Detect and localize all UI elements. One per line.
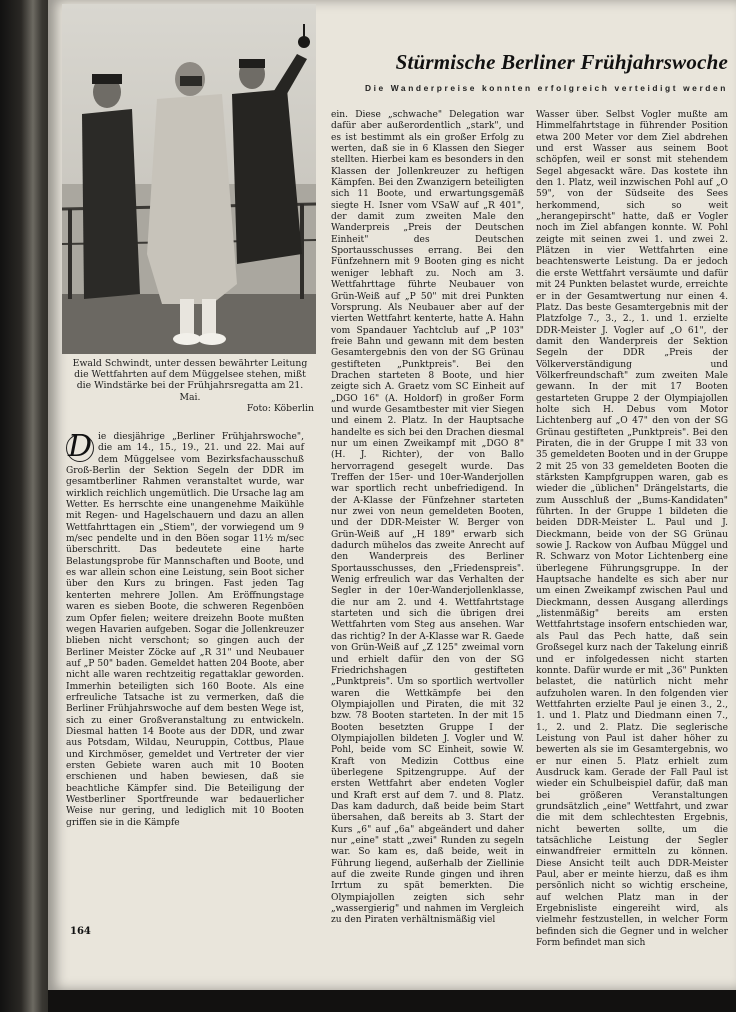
column-1-text: ie diesjährige „Berliner Frühjahrswoche", die am 14., 15., 19., 21. und 22. Mai auf dem Müggelsee vom Bezirksfachausschuß Groß-Berlin der Sektion Segeln der DDR im gesamtberliner Rahmen veranstaltet wurde, war wirklich reichlich ungemütlich. Die Ursache lag am Wetter. Es herrschte eine unangenehme Maikühle mit Regen- und Hagelschauern und dazu an allen Wettfahrttagen ein „Stiem", der vorwiegend um 9 m/sec pendelte und in den Böen sogar 11½ m/sec überschritt. Das bedeutete eine harte Belastungsprobe für Mannschaften und Boote, und es war allein schon eine Leistung, sein Boot sicher über den Kurs zu bringen. Fast jeden Tag kenterten mehrere Jollen. Am Eröffnungstage waren es sieben Boote, die schweren Regenböen zum Opfer fielen; weitere dreizehn Boote mußten wegen Havarien aufgeben. Sogar die Jollenkreuzer blieben nicht verschont; so gingen auch der Berliner Meister Zöcke auf „R 31" und Neubauer auf „P 50" baden. Gemeldet hatten 204 Boote, aber nicht alle waren rechtzeitig regattaklar geworden. Immerhin beteiligten sich 160 Boote. Als eine erfreuliche Tatsache ist zu vermerken, daß die Berliner Frühjahrswoche auf dem besten Wege ist, sich zu einer Großveranstaltung zu entwickeln. Diesmal hatten 14 Boote aus der DDR, und zwar aus Potsdam, Wildau, Neuruppin, Cottbus, Plaue und Kirchmöser, gemeldet und Vertreter der vier ersten Gebiete waren auch mit 10 Booten erschienen und haben bewiesen, daß sie beachtliche Kämpfer sind. Die Beteiligung der Westberliner Sportfreunde war bedauerlicher Weise nur gering, und lediglich mit 10 Booten griffen sie in die Kämpfe [66,432,304,828]
drop-cap: D [67,429,93,464]
text-column-1 [66,429,304,829]
magazine-page [48,0,736,990]
scan-background [48,990,736,1012]
regatta-photo [62,4,316,354]
article-subtitle: Die Wanderpreise konnten erfolgreich verteidigt werden [364,83,728,93]
column-3-text: Wasser über. Selbst Vogler mußte am Himmelfahrtstage in führender Position etwa 200 Meter vor dem Ziel abdrehen und erst Wasser aus seinem Boot schöpfen, weil er sonst mit stehendem Segel abgesackt wäre. Das kostete ihn den 1. Platz, weil inzwischen Pohl auf „O 59", von der Südseite des Sees herkommend, sich so weit „herangepirscht" hatte, daß er Vogler noch im Ziel abfangen konnte. W. Pohl zeigte mit seinen zwei 1. und zwei 2. Plätzen in vier Wettfahrten eine beachtenswerte Leistung. Da er jedoch die erste Wettfahrt versäumte und dafür mit 24 Punkten belastet wurde, erreichte er in der Gesamtwertung nur einen 4. Platz. Das beste Gesamtergebnis mit der Platzfolge 7., 3., 2., 1. und 1. erzielte DDR-Meister J. Vogler auf „O 61", der damit den Wanderpreis der Sektion Segeln der DDR „Preis der Völkerverständigung und Völkerfreundschaft" zum zweiten Male gewann. In der mit 17 Booten gestarteten Gruppe 2 der Olympiajollen holte sich H. Debus vom Motor Lichtenberg auf „O 47" den von der SG Grünau gestifteten „Punktpreis". Bei den Piraten, die in der Gruppe I mit 33 von 35 gemeldeten Booten und in der Gruppe 2 mit 25 von 33 gemeldeten Booten die stärksten Kampfgruppen waren, gab es wieder die „üblichen" Drängelstarts, die zum Ausschluß der „Bums-Kandidaten" führten. In der Gruppe 1 bildeten die beiden DDR-Meister L. Paul und J. Dieckmann, beide von der SG Grünau sowie J. Rackow von Aufbau Müggel und R. Schwarz von Motor Lichtenberg eine überlegene Führungsgruppe. In der Hauptsache handelte es sich aber nur um einen Zweikampf zwischen Paul und Dieckmann, dessen Ausgang allerdings „listenmäßig" bereits am ersten Wettfahrtstage insofern entschieden war, als Paul das Pech hatte, daß sein Großsegel kurz nach der Takelung einriß und er infolgedessen nicht starten konnte. Dafür wurde er mit „36" Punkten belastet, die natürlich nicht mehr aufzuholen waren. In den folgenden vier Wettfahrten erzielte Paul je einen 3., 2., 1. und 1. Platz und Diedmann einen 7., 1., 2. und 2. Platz. Die seglerische Leistung von Paul ist daher höher zu bewerten als sie im Gesamtergebnis, wo er nur einen 5. Platz erhielt zum Ausdruck kam. Gerade der Fall Paul ist wieder ein Schulbeispiel dafür, daß man bei größeren Veranstaltungen grundsätzlich „eine" Wettfahrt, und zwar die mit dem schlechtesten Ergebnis, nicht bewerten sollte, um die tatsächliche Leistung der Segler einwandfreier ermitteln zu können. Diese Ansicht teilt auch DDR-Meister Paul, aber er meinte hierzu, daß es ihm persönlich nicht so wichtig erscheine, auf welchen Platz man in der Ergebnisliste eingereiht wird, als vielmehr festzustellen, in welcher Form befinden sich die Gegner und in welcher Form befindet man sich [536,110,728,949]
photo-illustration [62,4,316,354]
text-column-3 [536,110,728,949]
caption-text: Ewald Schwindt, unter dessen bewährter Leitung die Wettfahrten auf dem Müggelsee stehen, mißt die Windstärke bei der Frühjahrsregatta am 21. Mai. [72,358,308,403]
photo-credit: Foto: Köberlin [246,402,314,414]
column-2-text: ein. Diese „schwache" Delegation war dafür aber außerordentlich „stark", und es ist bestimmt als ein großer Erfolg zu werten, daß sie in 6 Klassen den Sieger stellten. Hierbei kam es besonders in den Klassen der Jollenkreuzer zu heftigen Kämpfen. Bei den Zwanzigern beteiligten sich 11 Boote, und erwartungsgemäß siegte H. Isner vom VSaW auf „R 401", der damit zum zweiten Male den Wanderpreis „Preis der Deutschen Einheit" des Deutschen Sportausschusses errang. Bei den Fünfzehnern mit 9 Booten ging es nicht weniger lebhaft zu. Noch am 3. Wettfahrttage führte Neubauer von Grün-Weiß auf „P 50" mit drei Punkten Vorsprung. Als Neubauer aber auf der vierten Wettfahrt kenterte, hatte A. Hahn vom Spandauer Yachtclub auf „P 103" freie Bahn und gewann mit dem besten Gesamtergebnis den von der SG Grünau gestifteten „Punktpreis". Bei den Drachen starteten 8 Boote, und hier zeigte sich A. Graetz vom SC Einheit auf „DGO 16" (A. Holdorf) in großer Form und wurde Gesamtbester mit vier Siegen und einem 2. Platz. In der Hauptsache handelte es sich bei den Drachen diesmal nur um einen Zweikampf mit „DGO 8" (H. J. Richter), der von Ballo hervorragend gesegelt wurde. Das Treffen der 15er- und 10er-Wanderjollen war sportlich recht unbefriedigend. In der A-Klasse der Fünfzehner starteten nur zwei von neun gemeldeten Booten, und der DDR-Meister W. Berger von Grün-Weiß auf „H 189" erwarb sich dadurch mühelos das zweite Anrecht auf den Wanderpreis des Berliner Sportausschusses, den „Friedenspreis". Wenig erfreulich war das Verhalten der Segler in der 10er-Wanderjollenklasse, die nur am 2. und 4. Wettfahrtstage starteten und sich die übrigen drei Wettfahrten vom Steg aus ansehen. War das richtig? In der A-Klasse war R. Gaede von Grün-Weiß auf „Z 125" zweimal vorn und erhielt dafür den von der SG Friedrichshagen gestifteten „Punktpreis". Um so sportlich wertvoller waren die Wettkämpfe bei den Olympiajollen und Piraten, die mit 32 bzw. 78 Booten starteten. In der mit 15 Booten besetzten Gruppe I der Olympiajollen bildeten J. Vogler und W. Pohl, beide vom SC Einheit, sowie W. Kraft von Medizin Cottbus eine überlegene Spitzengruppe. Auf der ersten Wettfahrt aber endeten Vogler und Kraft erst auf dem 7. und 8. Platz. Das kam dadurch, daß beide beim Start übersahen, daß bereits ab 3. Start der Kurs „6" auf „6a" abgeändert und daher nur „eine" statt „zwei" Runden zu segeln war. So kam es, daß beide, weit in Führung liegend, außerhalb der Ziellinie auf die zweite Runde gingen und ihren Irrtum zu spät bemerkten. Die Olympiajollen zeigten sich sehr „wassergierig" und nahmen im Vergleich zu den Piraten verhältnismäßig viel [331,110,524,926]
article-title: Stürmische Berliner Frühjahrswoche [395,50,728,74]
article-header [328,50,728,93]
photo-caption [66,358,314,414]
page-number: 164 [70,926,91,937]
text-column-2 [331,110,524,927]
